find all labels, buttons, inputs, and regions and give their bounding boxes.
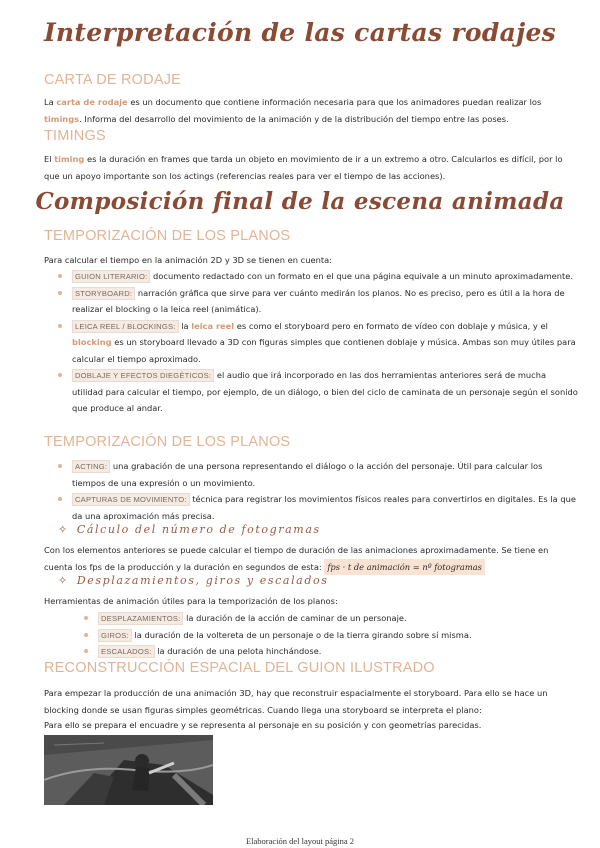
heading-temporizacion-2: TEMPORIZACIÓN DE LOS PLANOS xyxy=(44,434,291,450)
paragraph-timings: El timing es la duración en frames que tarda un objeto en movimiento de ir a un extremo a otro. Calcularlos es difícil, por lo que un apoyo importante son los actings (referencias reales para ver el tiempo de las acciones). xyxy=(44,154,563,181)
paragraph-calculo: Con los elementos anteriores se puede calcular el tiempo de duración de las animaciones aproximadamente. Se tiene en cuenta los fps de la producción y la duración en segundos de esta: fps · t de animación = nº fotogramas xyxy=(44,542,578,575)
bullet-icon xyxy=(84,633,88,637)
term-tag: DESPLAZAMIENTOS: xyxy=(98,612,183,625)
list-temporizacion-1 xyxy=(58,268,578,417)
bullet-icon xyxy=(84,649,88,653)
list-item: GUION LITERARIO: documento redactado con un formato en el que una página equivale a un minuto aproximadamente. xyxy=(58,268,578,285)
list-item: DESPLAZAMIENTOS: la duración de la acción de caminar de un personaje. xyxy=(84,610,578,627)
term-tag: GUION LITERARIO: xyxy=(72,270,150,283)
bullet-icon xyxy=(84,616,88,620)
heading-timings: TIMINGS xyxy=(44,128,106,144)
list-item: ACTING: una grabación de una persona representando el diálogo o la acción del personaje. Útil para calcular los tiempos de una expresión o un movimiento. xyxy=(58,458,578,491)
list-temporizacion-2 xyxy=(58,458,578,524)
paragraph-reconstruccion-1: Para empezar la producción de una animación 3D, hay que reconstruir espacialmente el storyboard. Para ello se hace un blocking donde se usan figuras simples geométricas. Cuando llega una storyboard se interpreta el plano: xyxy=(44,688,548,715)
storyboard-sketch-icon xyxy=(44,735,213,805)
heading-reconstruccion: RECONSTRUCCIÓN ESPACIAL DEL GUION ILUSTRADO xyxy=(44,660,435,676)
list-item: LEICA REEL / BLOCKINGS: la leica reel es como el storyboard pero en formato de vídeo con doblaje y música, y el blocking es un storyboard llevado a 3D con figuras simples que contienen doblaje y música. Ambas son muy útiles para calcular el tiempo aproximado. xyxy=(58,318,578,368)
bullet-icon xyxy=(58,464,62,468)
paragraph-reconstruccion-2: Para ello se prepara el encuadre y se representa al personaje en su posición y con geometrías parecidas. xyxy=(44,720,482,730)
bullet-icon xyxy=(58,497,62,501)
sparkle-icon: ✧ xyxy=(58,574,69,587)
bullet-icon xyxy=(58,274,62,278)
list-item: ESCALADOS: la duración de una pelota hinchándose. xyxy=(84,643,578,660)
bullet-icon xyxy=(58,373,62,377)
term-tag: LEICA REEL / BLOCKINGS: xyxy=(72,320,179,333)
subheading-calculo: ✧ Cálculo del número de fotogramas xyxy=(58,523,321,536)
bullet-icon xyxy=(58,324,62,328)
bullet-icon xyxy=(58,291,62,295)
term-tag: CAPTURAS DE MOVIMIENTO: xyxy=(72,493,190,506)
list-item: DOBLAJE Y EFECTOS DIEGÉTICOS: el audio que irá incorporado en las dos herramientas anteriores será de mucha utilidad para calcular el tiempo, por ejemplo, de un diálogo, o bien del ciclo de caminata de un personaje según el sonido que produce al andar. xyxy=(58,367,578,417)
sparkle-icon: ✧ xyxy=(58,523,69,536)
heading-temporizacion-1: TEMPORIZACIÓN DE LOS PLANOS xyxy=(44,228,291,244)
list-item: STORYBOARD: narración gráfica que sirve para ver cuánto medirán los planos. No es preciso, pero es útil a la hora de realizar el blocking o la leica reel (animática). xyxy=(58,285,578,318)
formula: fps · t de animación = nº fotogramas xyxy=(324,559,485,576)
composition-title: Composición final de la escena animada xyxy=(35,188,565,215)
list-desplazamientos xyxy=(84,610,578,660)
storyboard-image xyxy=(44,735,213,805)
paragraph-temporizacion-intro: Para calcular el tiempo en la animación 2D y 3D se tienen en cuenta: xyxy=(44,255,332,265)
list-item: CAPTURAS DE MOVIMIENTO: técnica para registrar los movimientos físicos reales para convertirlos en digitales. Es la que da una aproximación más precisa. xyxy=(58,491,578,524)
term-tag: GIROS: xyxy=(98,629,132,642)
footer: Elaboración del layout página 2 xyxy=(245,836,355,846)
paragraph-desplazamientos-intro: Herramientas de animación útiles para la temporización de los planos: xyxy=(44,596,338,606)
list-item: GIROS: la duración de la voltereta de un personaje o de la tierra girando sobre sí misma. xyxy=(84,627,578,644)
subheading-desplazamientos: ✧ Desplazamientos, giros y escalados xyxy=(58,574,329,587)
term-tag: STORYBOARD: xyxy=(72,287,135,300)
term-tag: DOBLAJE Y EFECTOS DIEGÉTICOS: xyxy=(72,369,214,382)
heading-carta-de-rodaje: CARTA DE RODAJE xyxy=(44,72,182,88)
term-tag: ESCALADOS: xyxy=(98,645,155,658)
paragraph-carta-de-rodaje: La carta de rodaje es un documento que contiene información necesaria para que los animadores puedan realizar los timings. Informa del desarrollo del movimiento de la animación y de la distribución del tiempo entre las poses. xyxy=(44,97,542,124)
term-tag: ACTING: xyxy=(72,460,110,473)
main-title: Interpretación de las cartas rodajes xyxy=(43,18,557,47)
